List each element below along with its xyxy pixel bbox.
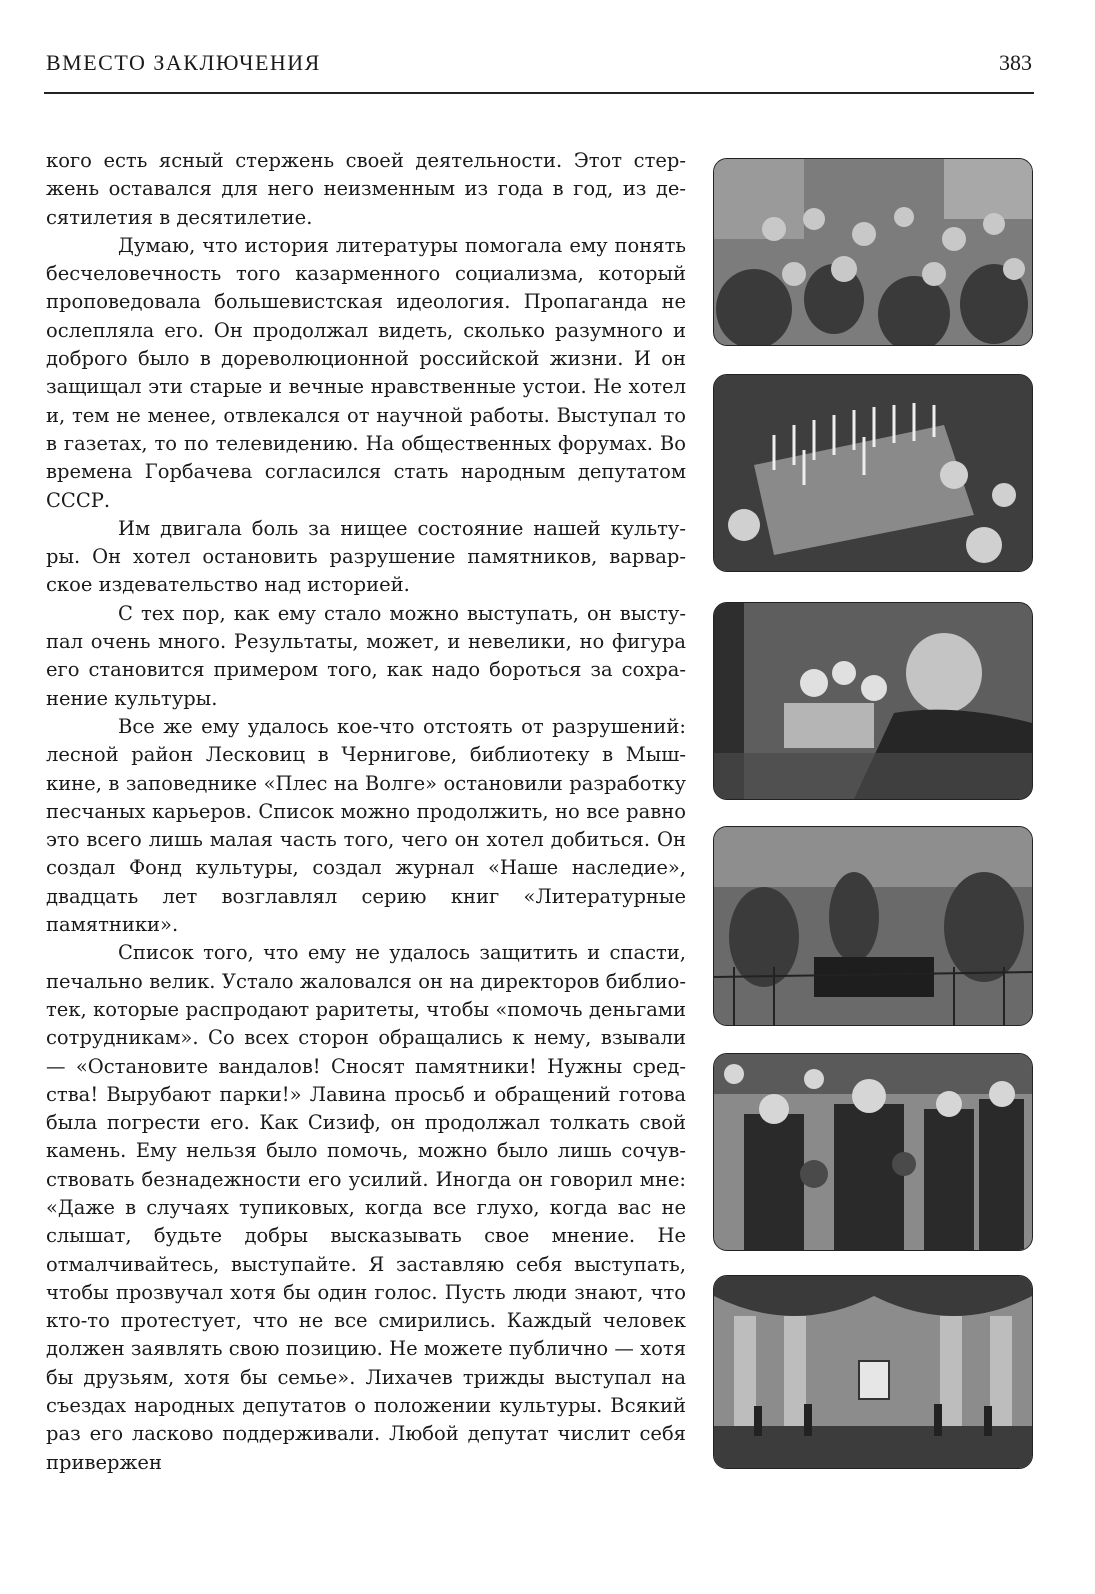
paragraph: кого есть ясный стержень своей деятельности. Этот стержень оставался для него неизменным из года в год, из десятилетия в десятилетие. xyxy=(46,149,686,229)
page-number: 383 xyxy=(999,50,1032,75)
paragraph: Список того, что ему не удалось защитить и спасти, печально велик. Устало жаловался он на директоров библиотек, которые распродают раритеты, чтобы «помочь деньгами сотрудникам». Со всех сторон обращались к нему, взывали — «Остановите вандалов! Сносят памятники! Нужны средства! Вырубают парки!» Лавина просьб и обращений готова была погрести его. Как Сизиф, он продолжал толкать свой камень. Ему нельзя было помочь, можно было лишь сочувствовать безнадежности его усилий. Иногда он говорил мне: «Даже в случаях тупиковых, когда все глухо, когда вас не слышат, будьте добры высказывать свое мнение. Не отмалчивайтесь, выступайте. Я заставляю себя выступать, чтобы прозвучал хотя бы один голос. Пусть люди знают, что кто-то протестует, что не все смирились. Каждый человек должен заявлять свою позицию. Не можете публично — хотя бы друзьям, хотя бы семье». Лихачев трижды выступал на съездах народных депутатов о положении культуры. Всякий раз его ласково поддерживали. Любой депутат числит себя привержен xyxy=(46,941,686,1474)
paragraph: Все же ему удалось кое-что отстоять от разрушений: лесной район Лесковиц в Чернигове, библиотеку в Мышкине, в заповеднике «Плес на Волге» остановили разработку песчаных карьеров. Список можно продолжить, но все равно это всего лишь малая часть того, чего он хотел добиться. Он создал Фонд культуры, создал журнал «Наше наследие», двадцать лет возглавлял серию книг «Литературные памятники». xyxy=(46,714,686,937)
paragraph: Думаю, что история литературы помогала ему понять бесчеловечность того казарменного социализма, который проповедовала большевистская идеология. Пропаганда не ослепляла его. Он продолжал видеть, сколько разумного и доброго было в дореволюционной российской жизни. И он защищал эти старые и вечные нравственные устои. Не хотел и, тем не менее, отвлекался от научной работы. Выступал то в газетах, то по телевидению. На общественных форумах. Во времена Горбачева согласился стать народным депутатом СССР. xyxy=(46,233,686,512)
body-text xyxy=(46,147,686,1477)
photo-memorial-hall xyxy=(713,1275,1033,1469)
photo-candles-grave xyxy=(713,374,1033,572)
photo-woman-placing-candle xyxy=(713,602,1033,800)
paragraph: С тех пор, как ему стало можно выступать, он выступал очень много. Результаты, может, и невелики, но фигура его становится примером того, как надо бороться за сохранение культуры. xyxy=(46,601,686,710)
photo-crowd-mourners xyxy=(713,158,1033,346)
paragraph: Им двигала боль за нищее состояние нашей культуры. Он хотел остановить разрушение памятников, варварское издевательство над историей. xyxy=(46,516,686,597)
running-header xyxy=(44,42,1034,94)
photo-officials-with-flowers xyxy=(713,1053,1033,1251)
photo-soldiers-coffin xyxy=(713,826,1033,1026)
chapter-title: ВМЕСТО ЗАКЛЮЧЕНИЯ xyxy=(46,50,321,75)
